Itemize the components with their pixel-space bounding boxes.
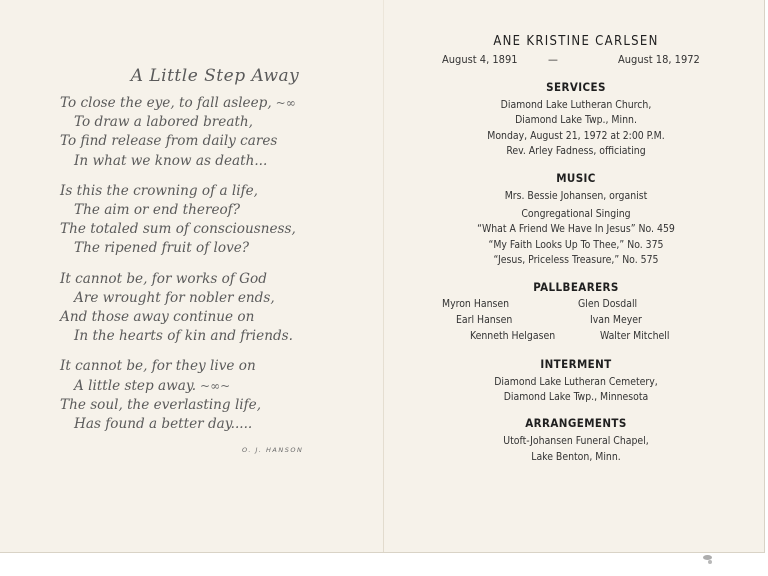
- life-dates: [420, 53, 732, 69]
- poem-line: The aim or end thereof?: [74, 202, 240, 219]
- services-section: [420, 80, 732, 160]
- poem-line-text: To close the eye, to fall asleep,: [60, 95, 272, 111]
- services-line: Rev. Arley Fadness, officiating: [506, 145, 646, 158]
- pallbearer-name: Ivan Meyer: [590, 313, 642, 326]
- poem: [60, 66, 360, 445]
- flourish-icon: ~∞: [275, 96, 296, 110]
- pallbearer-name: Glen Dosdall: [578, 297, 638, 310]
- interment-line: Diamond Lake Twp., Minnesota: [503, 391, 649, 404]
- flourish-icon: ~∞~: [200, 378, 231, 393]
- death-date: August 18, 1972: [618, 53, 700, 66]
- poem-line: In the hearts of kin and friends.: [74, 328, 293, 345]
- section-heading: ARRANGEMENTS: [525, 416, 627, 431]
- services-line: Diamond Lake Twp., Minn.: [515, 114, 637, 127]
- poem-line: To draw a labored breath,: [74, 114, 253, 131]
- pallbearers-section: [420, 280, 732, 346]
- poem-stanza-2: [60, 182, 360, 259]
- services-line: Monday, August 21, 1972 at 2:00 P.M.: [487, 129, 665, 142]
- poem-line: Is this the crowning of a life,: [60, 182, 258, 199]
- section-heading: SERVICES: [546, 80, 606, 94]
- poem-line: Has found a better day.....: [74, 416, 253, 433]
- interment-section: [420, 357, 732, 406]
- pallbearer-name: Myron Hansen: [442, 297, 510, 310]
- poem-stanza-3: [60, 270, 360, 347]
- date-dash: —: [548, 53, 558, 66]
- music-line: Congregational Singing: [521, 208, 631, 221]
- arrangements-line: Utoft-Johansen Funeral Chapel,: [503, 435, 649, 448]
- poem-author: O. J. HANSON: [242, 446, 304, 454]
- hymn-line: “My Faith Looks Up To Thee,” No. 375: [488, 238, 664, 251]
- poem-line: The ripened fruit of love?: [74, 240, 250, 257]
- poem-line: [60, 94, 360, 113]
- card-fold: [383, 0, 384, 552]
- section-heading: MUSIC: [556, 170, 596, 185]
- poem-line-text: A little step away.: [74, 377, 197, 394]
- services-line: Diamond Lake Lutheran Church,: [500, 99, 652, 111]
- section-heading: PALLBEARERS: [533, 279, 619, 294]
- pallbearer-name: Kenneth Helgasen: [470, 329, 556, 342]
- poem-line: The totaled sum of consciousness,: [60, 221, 296, 238]
- interment-line: Diamond Lake Lutheran Cemetery,: [494, 375, 658, 388]
- pallbearer-name: Walter Mitchell: [600, 329, 670, 342]
- poem-line: It cannot be, for they live on: [60, 358, 256, 375]
- poem-title: A Little Step Away: [130, 66, 300, 86]
- organist-line: Mrs. Bessie Johansen, organist: [504, 189, 648, 202]
- music-section: [420, 171, 732, 269]
- birth-date: August 4, 1891: [442, 53, 518, 66]
- service-program: [420, 30, 732, 465]
- poem-stanza-4: [60, 357, 360, 434]
- arrangements-line: Lake Benton, Minn.: [531, 450, 621, 463]
- arrangements-section: [420, 416, 732, 465]
- deceased-name: ANE KRISTINE CARLSEN: [493, 34, 659, 49]
- hymn-line: “What A Friend We Have In Jesus” No. 459: [477, 223, 675, 236]
- pallbearer-name: Earl Hansen: [456, 313, 513, 326]
- poem-line: And those away continue on: [60, 309, 255, 326]
- section-heading: INTERMENT: [540, 356, 612, 371]
- paper-speck: [708, 560, 712, 564]
- pallbearers-list: [420, 298, 732, 346]
- poem-line: The soul, the everlasting life,: [60, 396, 262, 413]
- poem-line: In what we know as death...: [74, 152, 268, 169]
- poem-stanza-1: [60, 94, 360, 171]
- poem-line: It cannot be, for works of God: [60, 270, 267, 287]
- poem-line: Are wrought for nobler ends,: [74, 289, 275, 306]
- hymn-line: “Jesus, Priceless Treasure,” No. 575: [493, 254, 659, 267]
- poem-line: [60, 377, 360, 396]
- poem-line: To find release from daily cares: [60, 133, 278, 150]
